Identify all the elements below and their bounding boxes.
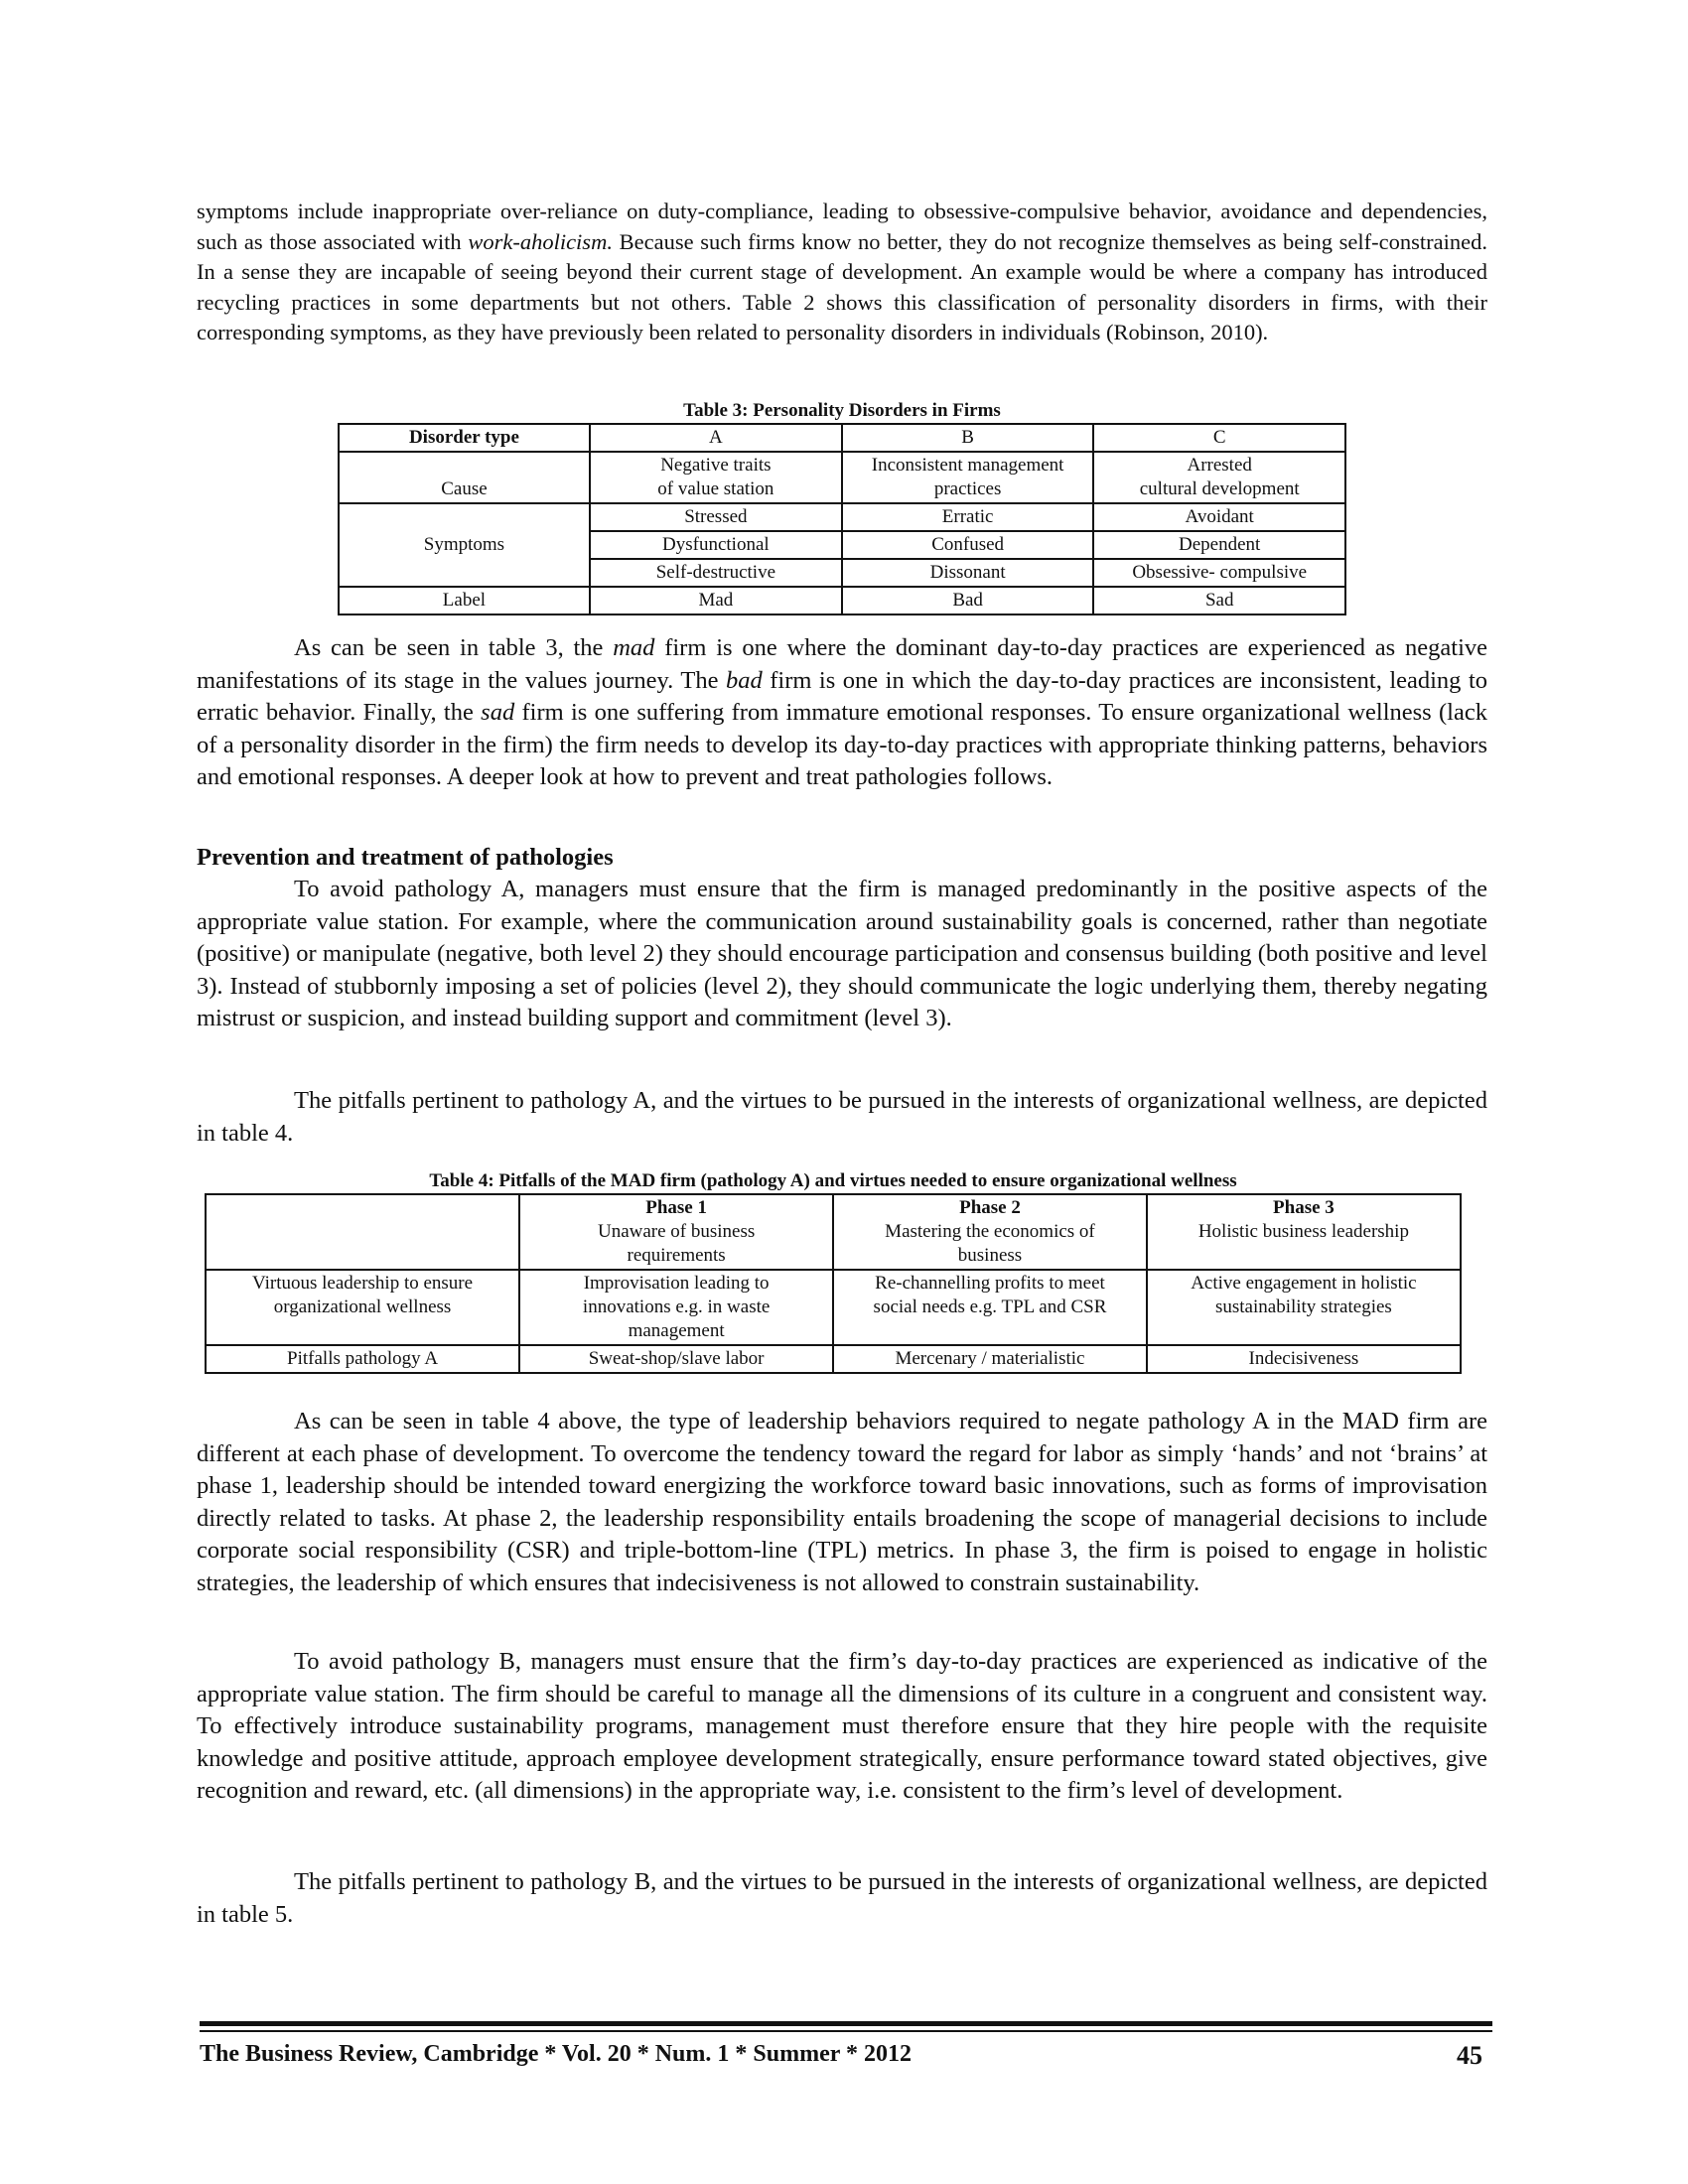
table3-cell: Mad (590, 587, 842, 614)
table3-header-row (339, 424, 1345, 452)
table4-phase-cell (519, 1194, 833, 1270)
table3-header-cell: Disorder type (339, 424, 590, 452)
table4-phase-cell (833, 1194, 1147, 1270)
table3-row-label: Cause (339, 452, 590, 503)
footer-rule-thin (200, 2030, 1492, 2032)
table3-label-row (339, 587, 1345, 614)
text-italic: mad (613, 634, 655, 661)
text-italic: bad (725, 666, 763, 694)
para-table3 (197, 632, 1487, 794)
table4-row-label: Pitfalls pathology A (206, 1345, 519, 1373)
table4-cell: Indecisiveness (1147, 1345, 1461, 1373)
table3-cell: Stressed (590, 503, 842, 531)
table4-virtues-row (206, 1270, 1461, 1345)
journal-citation: The Business Review, Cambridge * Vol. 20 * Num. 1 * Summer * 2012 (200, 2041, 912, 2067)
table4-cell: Active engagement in holistic sustainability strategies (1147, 1270, 1461, 1345)
page-number: 45 (1457, 2041, 1482, 2070)
table3 (338, 423, 1346, 615)
footer-rule-thick (200, 2021, 1492, 2026)
text-run: firm is one where the dominant day-to-day practices are experienced as negative manifestations of its stage in the values journey. The (197, 634, 1487, 694)
intro-paragraph (197, 197, 1487, 348)
para-pitfalls-a-block (197, 1085, 1487, 1150)
table3-cause-row (339, 452, 1345, 503)
para-table4-block (197, 1406, 1487, 1599)
phase-desc: Unaware of business requirements (597, 1221, 756, 1266)
table3-header-cell: C (1093, 424, 1345, 452)
table4-header-row (206, 1194, 1461, 1270)
table3-block (197, 399, 1487, 615)
table4-pitfalls-row (206, 1345, 1461, 1373)
table3-cell: Dissonant (842, 559, 1094, 587)
table3-row-label: Symptoms (339, 503, 590, 587)
para-table3-block (197, 632, 1487, 794)
table3-cell: Avoidant (1093, 503, 1345, 531)
table3-cell: Dysfunctional (590, 531, 842, 559)
table4-empty-cell (206, 1194, 519, 1270)
text-run: As can be seen in table 3, the (294, 634, 614, 661)
table4 (205, 1193, 1462, 1374)
para-pathology-b-block (197, 1646, 1487, 1808)
table3-cell: Erratic (842, 503, 1094, 531)
intro-text-end: Because such firms know no better, they do not recognize themselves as being self-constrained. In a sense they are incapable of seeing beyond their current stage of development. An example would be where a company has introduced recycling practices in some departments but not others. Table 2 shows this classification of personality disorders in firms, with their corresponding symptoms, as they have previously been related to personality disorders in individuals (Robinson, 2010). (197, 228, 1487, 344)
intro-text-start: symptoms include inappropriate over-reliance on duty-compliance, leading to obsessive-compulsive behavior, avoidance and dependencies, such as those associated with (197, 199, 1487, 254)
page-footer (200, 2041, 1492, 2077)
table3-cell: Arrested cultural development (1093, 452, 1345, 503)
table4-cell: Sweat-shop/slave labor (519, 1345, 833, 1373)
para-pathology-a: To avoid pathology A, managers must ensure that the firm is managed predominantly in the positive aspects of the appropriate value station. For example, where the communication around sustainability goals is concerned, rather than negotiate (positive) or manipulate (negative, both level 2) they should encourage participation and consensus building (both positive and level 3). Instead of stubbornly imposing a set of policies (level 2), they should communicate the logic underlying them, thereby negating mistrust or suspicion, and instead building support and commitment (level 3). (197, 876, 1487, 1031)
table4-row-label: Virtuous leadership to ensure organizational wellness (206, 1270, 519, 1345)
table3-cell: Inconsistent management practices (842, 452, 1094, 503)
para-table4: As can be seen in table 4 above, the type of leadership behaviors required to negate pathology A in the MAD firm are different at each phase of development. To overcome the tendency toward the regard for labor as simply ‘hands’ and not ‘brains’ at phase 1, leadership should be intended toward energizing the workforce toward basic innovations, such as forms of improvisation directly related to tasks. At phase 2, the leadership responsibility entails broadening the scope of managerial decisions to include corporate social responsibility (CSR) and triple-bottom-line (TPL) metrics. In phase 3, the firm is poised to engage in holistic strategies, the leadership of which ensures that indecisiveness is not allowed to constrain sustainability. (197, 1408, 1487, 1596)
para-pitfalls-b-block (197, 1866, 1487, 1931)
section-block (197, 842, 1487, 1035)
table4-cell: Re-channelling profits to meet social needs e.g. TPL and CSR (833, 1270, 1147, 1345)
phase-title: Phase 2 (959, 1197, 1021, 1218)
phase-desc: Holistic business leadership (1197, 1221, 1409, 1242)
table3-row-label: Label (339, 587, 590, 614)
table3-cell: Sad (1093, 587, 1345, 614)
intro-block (197, 197, 1487, 348)
table4-cell: Improvisation leading to innovations e.g. in waste management (519, 1270, 833, 1345)
para-pitfalls-a: The pitfalls pertinent to pathology A, and the virtues to be pursued in the interests of organizational wellness, are depicted in table 4. (197, 1087, 1487, 1147)
table3-cell: Negative traits of value station (590, 452, 842, 503)
table3-symptoms-row (339, 503, 1345, 531)
table4-phase-cell (1147, 1194, 1461, 1270)
table3-cell: Dependent (1093, 531, 1345, 559)
table3-cell: Obsessive- compulsive (1093, 559, 1345, 587)
table3-cell: Self-destructive (590, 559, 842, 587)
table3-header-cell: B (842, 424, 1094, 452)
text-run: firm is one suffering from immature emotional responses. To ensure organizational wellness (lack of a personality disorder in the firm) the firm needs to develop its day-to-day practices with appropriate thinking patterns, behaviors and emotional responses. A deeper look at how to prevent and treat pathologies follows. (197, 699, 1487, 790)
para-pathology-b: To avoid pathology B, managers must ensure that the firm’s day-to-day practices are experienced as indicative of the appropriate value station. The firm should be careful to manage all the dimensions of its culture in a congruent and consistent way. To effectively introduce sustainability programs, management must therefore ensure that they hire people with the requisite knowledge and positive attitude, approach employee development strategically, ensure performance toward stated objectives, give recognition and reward, etc. (all dimensions) in the appropriate way, i.e. consistent to the firm’s level of development. (197, 1648, 1487, 1804)
table4-cell: Mercenary / materialistic (833, 1345, 1147, 1373)
intro-text-italic: work-aholicism. (468, 228, 613, 254)
phase-title: Phase 1 (645, 1197, 707, 1218)
table3-cell: Bad (842, 587, 1094, 614)
table4-block (203, 1169, 1464, 1374)
section-heading: Prevention and treatment of pathologies (197, 844, 614, 871)
table3-cell: Confused (842, 531, 1094, 559)
text-run: firm is one in which the day-to-day practices are inconsistent, leading to erratic behavior. Finally, the (197, 666, 1487, 726)
phase-title: Phase 3 (1273, 1197, 1335, 1218)
text-italic: sad (481, 699, 515, 726)
phase-desc: Mastering the economics of business (885, 1221, 1095, 1266)
table4-caption: Table 4: Pitfalls of the MAD firm (pathology A) and virtues needed to ensure organizational wellness (429, 1170, 1237, 1191)
para-pitfalls-b: The pitfalls pertinent to pathology B, and the virtues to be pursued in the interests of organizational wellness, are depicted in table 5. (197, 1868, 1487, 1928)
table3-caption: Table 3: Personality Disorders in Firms (683, 400, 1001, 421)
table3-header-cell: A (590, 424, 842, 452)
